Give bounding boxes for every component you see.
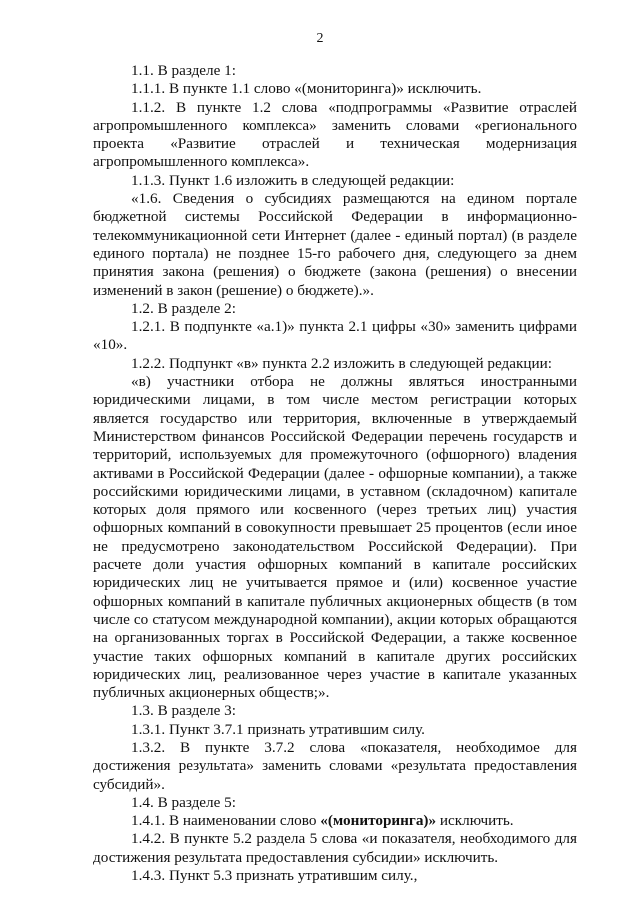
paragraph-1-4-2: 1.4.2. В пункте 5.2 раздела 5 слова «и показателя, необходимого для достижения результата предоставления субсидии» исключить.: [93, 830, 577, 866]
paragraph-quote-v: «в) участники отбора не должны являться иностранными юридическими лицами, в том числе местом регистрации которых является государство или территория, включенные в утверждаемый Министерством финансов Российской Федерации перечень государств и территорий, используемых для промежуточного (офшорного) владения активами в Российской Федерации (далее - офшорные компании), а также российскими юридическими лицами, в уставном (складочном) капитале которых доля прямого или косвенного (через третьих лиц) участия офшорных компаний в совокупности превышает 25 процентов (если иное не предусмотрено законодательством Российской Федерации). При расчете доли участия офшорных компаний в капитале российских юридических лиц не учитывается прямое и (или) косвенное участие офшорных компаний в капитале публичных акционерных обществ (в том числе со статусом международной компании), акции которых обращаются на организованных торгах в Российской Федерации, а также косвенное участие таких офшорных компаний в капитале других российских юридических лиц, реализованное через участие в капитале указанных публичных акционерных обществ;».: [93, 373, 577, 702]
paragraph-1-4: 1.4. В разделе 5:: [131, 793, 236, 811]
paragraph-1-3: 1.3. В разделе 3:: [131, 702, 236, 720]
paragraph-1-1-2: 1.1.2. В пункте 1.2 слова «подпрограммы «Развитие отраслей агропромышленного комплекса» заменить словами «регионального проекта «Развитие отраслей и техническая модернизация агропромышленного комплекса».: [93, 98, 577, 171]
document-body: [93, 62, 577, 885]
paragraph-1-4-1-bold-term: «(мониторинга)»: [320, 812, 437, 830]
paragraph-1-3-1: 1.3.1. Пункт 3.7.1 признать утратившим силу.: [131, 720, 425, 738]
paragraph-1-4-3: 1.4.3. Пункт 5.3 признать утратившим силу.,: [131, 867, 418, 885]
paragraph-quote-1-6: «1.6. Сведения о субсидиях размещаются на едином портале бюджетной системы Российской Федерации в информационно-телекоммуникационной сети Интернет (далее - единый портал) (в разделе единого портала) не позднее 15-го рабочего дня, следующего за днем принятия закона (решения) о бюджете (закона (решения) о внесении изменений в закон (решение) о бюджете).».: [93, 190, 577, 299]
paragraph-1-2: 1.2. В разделе 2:: [131, 299, 236, 317]
paragraph-1-4-1: [93, 812, 577, 830]
paragraph-1-2-2: 1.2.2. Подпункт «в» пункта 2.2 изложить в следующей редакции:: [131, 354, 552, 372]
paragraph-1-3-2: 1.3.2. В пункте 3.7.2 слова «показателя, необходимое для достижения результата» заменить словами «результата предоставления субсидий».: [93, 738, 577, 793]
paragraph-1-1: 1.1. В разделе 1:: [131, 62, 236, 79]
page-number: 2: [316, 31, 324, 46]
paragraph-1-4-1-text-end: исключить.: [436, 812, 514, 830]
paragraph-1-4-1-text-start: 1.4.1. В наименовании слово: [131, 812, 321, 830]
paragraph-1-2-1: 1.2.1. В подпункте «а.1)» пункта 2.1 цифры «30» заменить цифрами «10».: [93, 318, 577, 354]
paragraph-1-1-1: 1.1.1. В пункте 1.1 слово «(мониторинга)» исключить.: [131, 80, 482, 98]
paragraph-1-1-3: 1.1.3. Пункт 1.6 изложить в следующей редакции:: [131, 171, 455, 189]
